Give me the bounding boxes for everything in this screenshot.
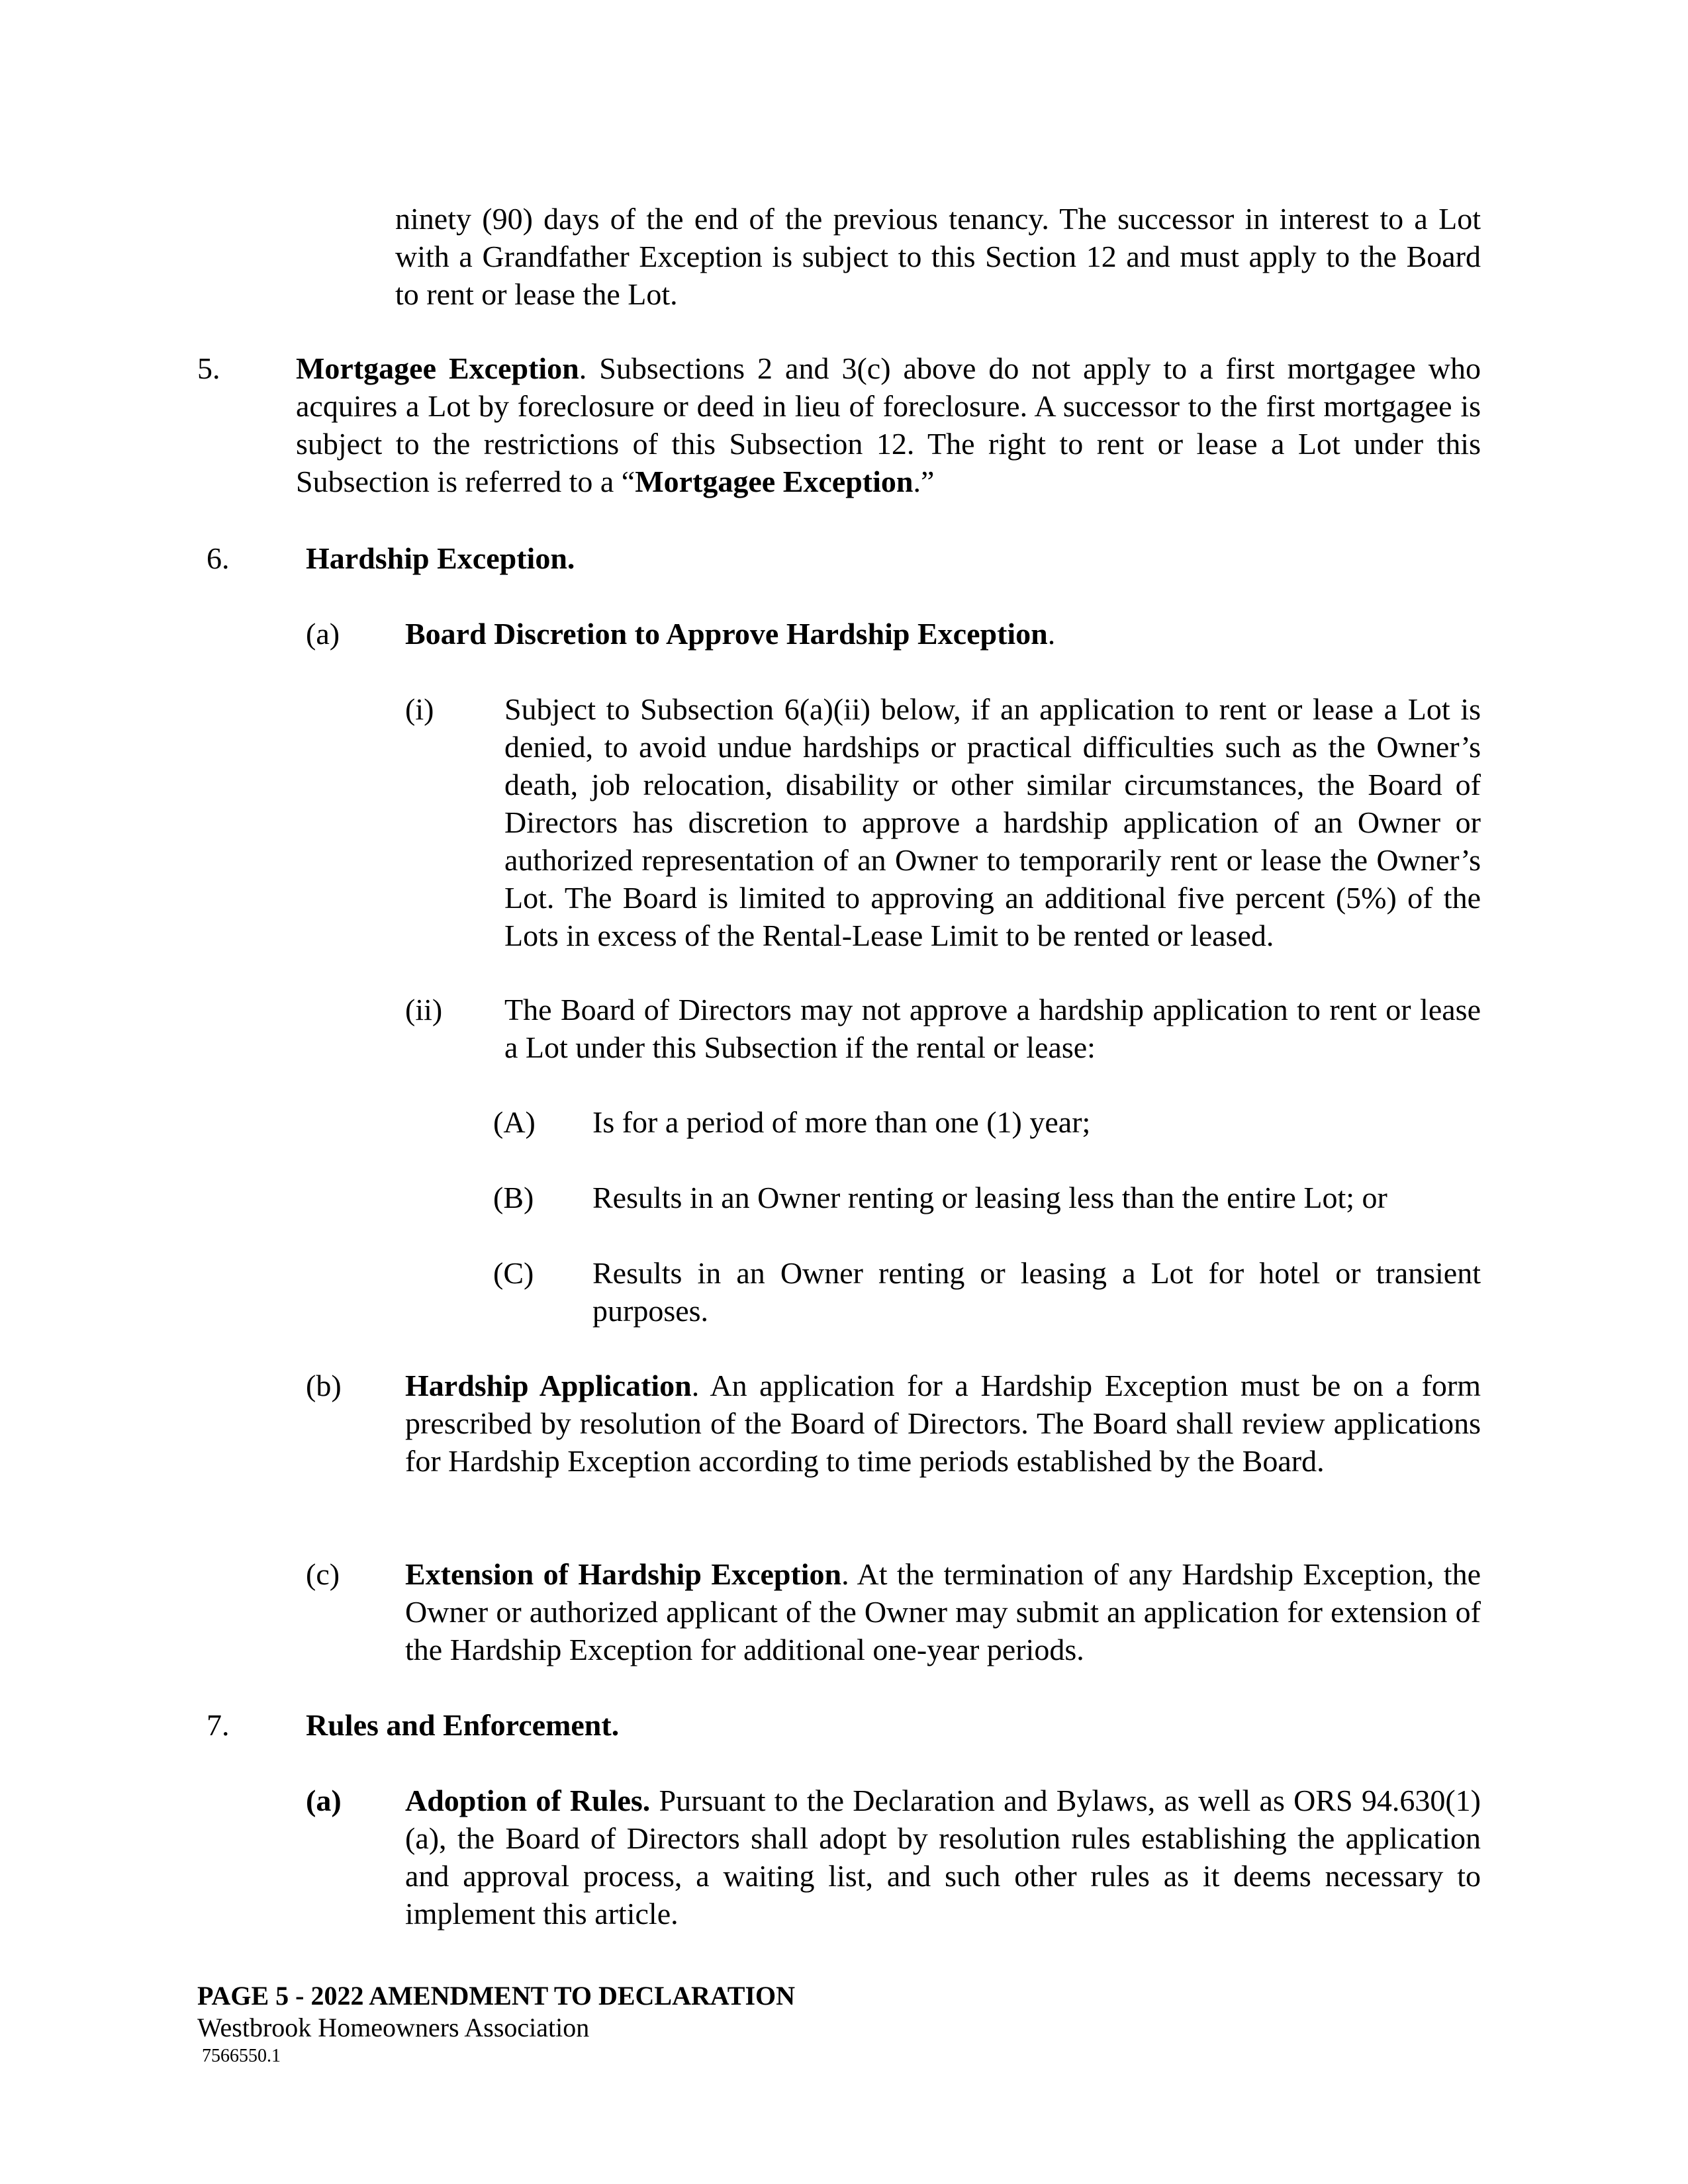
section-6a-number: (a) [306, 617, 340, 651]
section-5-body: . Subsections 2 and 3(c) above do not apply to a first mortgagee who acquires a Lot by foreclosure or deed in lieu of foreclosure. A successor to the first mortgagee is subject to the restrictions of this Subsection 12. The right to rent or lease a Lot under this Subsection is referred to a “ [296, 351, 1481, 498]
section-6a-i-paragraph [504, 690, 1481, 954]
section-6a-heading: Board Discretion to Approve Hardship Exception. [405, 617, 1056, 651]
section-5-title: Mortgagee Exception [296, 351, 579, 385]
section-7a-text: Pursuant to the Declaration and Bylaws, as well as ORS 94.630(1)(a), the Board of Directors shall adopt by resolution rules establishing the application and approval process, a waiting list, and such other rules as it deems necessary to implement this article. [405, 1784, 1481, 1931]
section-6c-title: Extension of Hardship Exception [405, 1557, 842, 1591]
section-6b-title: Hardship Application [405, 1369, 692, 1402]
section-6a-ii-text: The Board of Directors may not approve a hardship application to rent or lease a Lot under this Subsection if the rental or lease: [504, 993, 1481, 1064]
footer-org: Westbrook Homeowners Association [197, 2013, 590, 2042]
section-7-number: 7. [207, 1708, 230, 1742]
section-6a-ii-paragraph [504, 991, 1481, 1066]
intro-text: ninety (90) days of the end of the previous tenancy. The successor in interest to a Lot with a Grandfather Exception is subject to this Section 12 and must apply to the Board to rent or lease the Lot. [395, 202, 1481, 311]
footer-title: PAGE 5 - 2022 AMENDMENT TO DECLARATION [197, 1981, 796, 2011]
item-C-text: Results in an Owner renting or leasing a Lot for hotel or transient purposes. [592, 1256, 1481, 1328]
intro-paragraph [395, 200, 1481, 313]
section-6c-number: (c) [306, 1557, 340, 1591]
item-C-paragraph [592, 1254, 1481, 1330]
section-6c-paragraph [405, 1555, 1481, 1668]
section-6-number: 6. [207, 541, 230, 575]
item-A-number: (A) [493, 1105, 536, 1139]
item-A-paragraph [592, 1103, 1481, 1141]
section-7a-paragraph [405, 1782, 1481, 1933]
item-A-text: Is for a period of more than one (1) year; [592, 1105, 1091, 1139]
item-B-paragraph [592, 1179, 1481, 1216]
section-6a-ii-number: (ii) [405, 993, 443, 1026]
section-7-title: Rules and Enforcement. [306, 1708, 620, 1742]
section-7a-title: Adoption of Rules. [405, 1784, 651, 1817]
section-6a-title: Board Discretion to Approve Hardship Exception [405, 617, 1048, 651]
section-5-end: .” [913, 465, 935, 498]
item-B-number: (B) [493, 1181, 534, 1214]
item-C-number: (C) [493, 1256, 534, 1290]
section-6a-i-text: Subject to Subsection 6(a)(ii) below, if an application to rent or lease a Lot is denied, to avoid undue hardships or practical difficulties such as the Owner’s death, job relocation, disability or other similar circumstances, the Board of Directors has discretion to approve a hardship application of an Owner or authorized representation of an Owner to temporarily rent or lease the Owner’s Lot. The Board is limited to approving an additional five percent (5%) of the Lots in excess of the Rental-Lease Limit to be rented or leased. [504, 692, 1481, 952]
item-B-text: Results in an Owner renting or leasing less than the entire Lot; or [592, 1181, 1387, 1214]
footer-docnum: 7566550.1 [202, 2046, 281, 2066]
section-6-title: Hardship Exception. [306, 541, 575, 575]
section-6b-number: (b) [306, 1369, 342, 1402]
section-6b-text: . An application for a Hardship Exception must be on a form prescribed by resolution of the Board of Directors. The Board shall review applications for Hardship Exception according to time periods established by the Board. [405, 1369, 1481, 1478]
section-5-paragraph [296, 349, 1481, 500]
section-6c-text: . At the termination of any Hardship Exception, the Owner or authorized applicant of the Owner may submit an application for extension of the Hardship Exception for additional one-year periods. [405, 1557, 1481, 1666]
section-5-number: 5. [197, 351, 220, 385]
section-5-term: Mortgagee Exception [635, 465, 914, 498]
section-7a-number: (a) [306, 1784, 342, 1817]
section-6b-paragraph [405, 1367, 1481, 1480]
section-6a-i-number: (i) [405, 692, 434, 726]
